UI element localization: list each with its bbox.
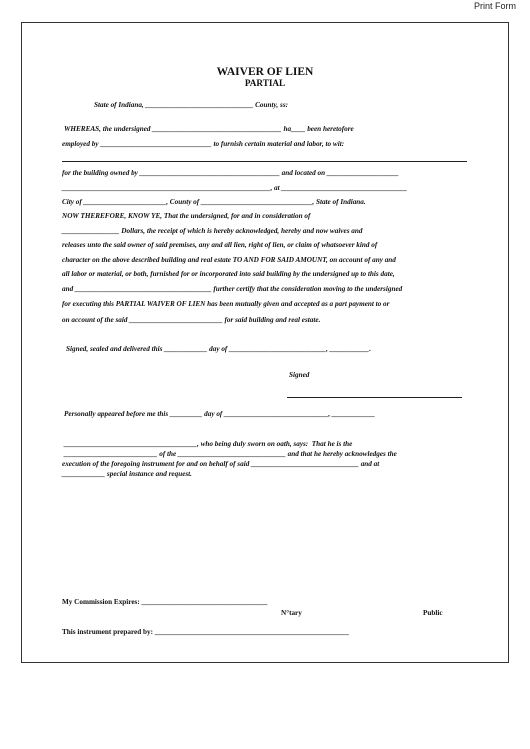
public-label: Public: [423, 609, 443, 617]
prepared-by-line: This instrument prepared by: ______________________________________________________: [62, 628, 349, 636]
execution-line: execution of the foregoing instrument for and on behalf of said ______________________________ and at: [62, 460, 380, 468]
whereas-line: WHEREAS, the undersigned ____________________________________ ha____ been heretofore: [64, 125, 354, 133]
document-title: WAIVER OF LIEN: [216, 66, 314, 78]
now-therefore-line: NOW THEREFORE, KNOW YE, That the undersigned, for and in consideration of: [62, 212, 311, 220]
signed-sealed-line: Signed, sealed and delivered this ____________ day of ___________________________, ___________.: [66, 345, 372, 353]
building-owned-line: for the building owned by _______________________________________ and located on ____________________: [62, 169, 399, 177]
signature-line: [287, 397, 462, 398]
commission-expires-line: My Commission Expires: ___________________________________: [62, 598, 268, 606]
partial-waiver-line: for executing this PARTIAL WAIVER OF LIEN has been mutually given and accepted as a part payment to or: [62, 300, 390, 308]
blank-line: [62, 161, 467, 162]
document-subtitle: PARTIAL: [244, 78, 286, 88]
state-county-line: State of Indiana, ______________________________ County, ss:: [94, 101, 289, 109]
labor-material-line: all labor or material, or both, furnished for or incorporated into said building by the undersigned up to this date,: [62, 270, 395, 278]
further-certify-line: and ______________________________________ further certify that the consideration moving to the undersigned: [62, 285, 403, 293]
on-account-line: on account of the said __________________________ for said building and real estate.: [62, 316, 321, 324]
print-form-button[interactable]: Print Form: [474, 1, 517, 11]
dollars-line: ________________ Dollars, the receipt of which is hereby acknowledged, hereby and now waives and: [62, 227, 363, 235]
character-line: character on the above described building and real estate TO AND FOR SAID AMOUNT, on account of any and: [62, 256, 396, 264]
personally-appeared-line: Personally appeared before me this _________ day of _____________________________, ____________: [64, 410, 376, 418]
signed-label: Signed: [289, 371, 310, 379]
releases-line: releases unto the said owner of said premises, any and all lien, right of lien, or claim of whatsoever kind of: [62, 241, 378, 249]
duly-sworn-line: _____________________________________, who being duly sworn on oath, says: That he is the: [64, 440, 353, 448]
special-instance-line: ____________ special instance and request.: [62, 470, 192, 478]
located-at-line: __________________________________________________________, at ___________________________________: [62, 184, 408, 192]
employed-by-line: employed by _______________________________ to furnish certain material and labor, to wit:: [62, 140, 345, 148]
of-the-line: __________________________ of the ______________________________ and that he hereby acknowledges the: [64, 450, 397, 458]
notary-label: N°tary: [281, 609, 302, 617]
form-border: [21, 22, 509, 663]
city-county-line: City of _______________________, County of _______________________________, State of Indiana.: [62, 198, 366, 206]
